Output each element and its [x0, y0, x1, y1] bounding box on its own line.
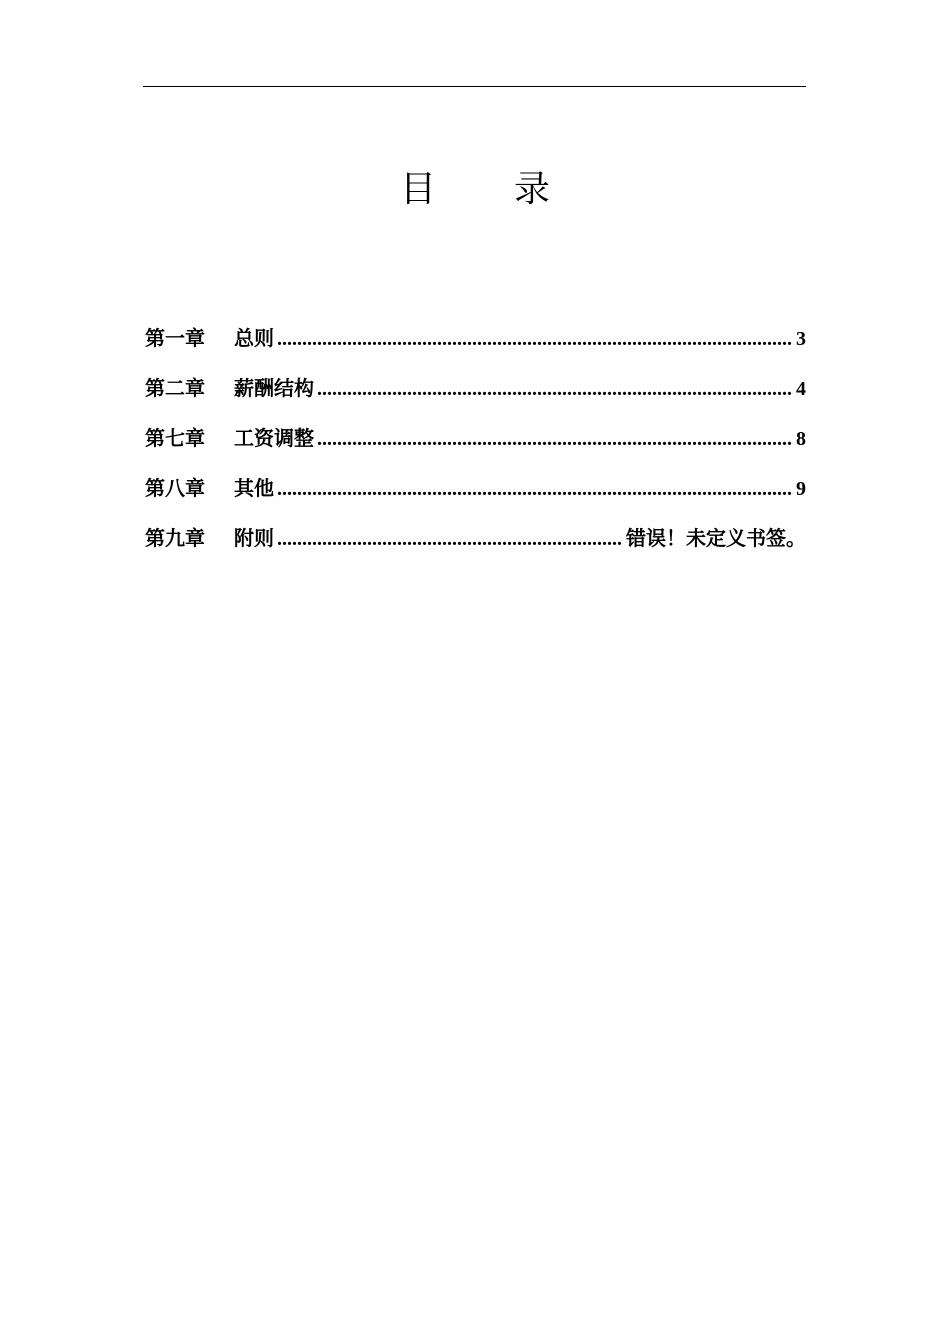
toc-page-number: 8: [796, 428, 806, 450]
header-rule: [143, 86, 806, 87]
toc-dot-leader: [277, 328, 793, 351]
toc-dot-leader: [317, 378, 793, 401]
toc-dot-leader: [317, 428, 793, 451]
toc-entry-title: 总则: [234, 326, 274, 350]
toc-chapter-label: 第二章: [145, 376, 205, 400]
toc-page-number: 4: [796, 378, 806, 400]
toc-chapter-label: 第九章: [145, 526, 205, 550]
toc-entry-1[interactable]: [145, 322, 806, 372]
toc-page-error-text: 错误！未定义书签。: [626, 526, 806, 550]
toc-page-number: 9: [796, 478, 806, 500]
toc-dot-leader: [277, 528, 623, 551]
toc-entry-title: 其他: [234, 476, 274, 500]
page-title: [0, 164, 950, 216]
toc-entry-4[interactable]: [145, 472, 806, 522]
page-title-part1: 目: [399, 169, 436, 210]
toc-dot-leader: [277, 478, 793, 501]
toc-entry-title: 工资调整: [234, 426, 314, 450]
toc-chapter-label: 第一章: [145, 326, 205, 350]
toc-page-number: 3: [796, 328, 806, 350]
toc-entry-title: 薪酬结构: [234, 376, 314, 400]
toc-entry-3[interactable]: [145, 422, 806, 472]
toc-entry-2[interactable]: [145, 372, 806, 422]
toc-entry-title: 附则: [234, 526, 274, 550]
toc-chapter-label: 第七章: [145, 426, 205, 450]
toc-entry-5[interactable]: [145, 522, 806, 572]
toc-chapter-label: 第八章: [145, 476, 205, 500]
table-of-contents: [145, 322, 806, 572]
page-title-part2: 录: [514, 169, 551, 210]
